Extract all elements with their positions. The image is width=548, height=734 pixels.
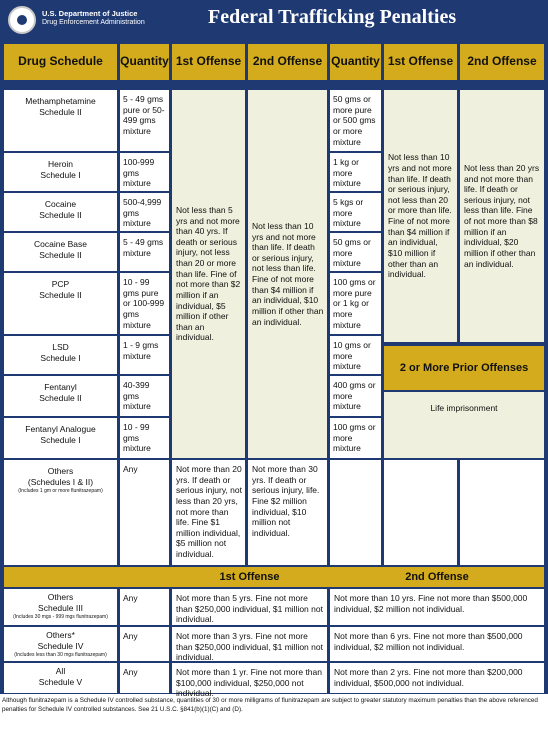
drug-name: Cocaine: [44, 199, 77, 209]
drug-schedule: Schedule III: [38, 602, 83, 613]
drug-name: Methamphetamine: [25, 96, 96, 106]
quantity-cell: 5 - 49 gms mixture: [120, 233, 169, 271]
drug-name: All: [55, 666, 66, 676]
drug-name: Others: [47, 592, 74, 602]
quantity2-cell: 50 gms or more pure or 500 gms or more mixture: [330, 90, 381, 151]
drug-schedule: Schedule II: [39, 209, 82, 220]
drug-name: Heroin: [47, 159, 74, 169]
quantity2-cell: 400 gms or more mixture: [330, 376, 381, 416]
quantity-cell: 1 - 9 gms mixture: [120, 336, 169, 374]
drug-row-schedule-v: [4, 663, 117, 693]
schedule-v-first-offense: Not more than 1 yr. Fine not more than $100,000 individual, $250,000 not individual.: [172, 663, 327, 693]
agency-line-2: Drug Enforcement Administration: [42, 19, 145, 26]
drug-row-fentanyl-analogue: [4, 418, 117, 458]
drug-schedule: Schedule II: [39, 392, 82, 403]
schedule-iv-second-offense: Not more than 6 yrs. Fine not more than $500,000 individual, $2 million not individual.: [330, 627, 544, 661]
col-header-second-offense: 2nd Offense: [248, 44, 327, 80]
drug-row-schedule-iii: [4, 589, 117, 625]
quantity2-cell: 5 kgs or more mixture: [330, 193, 381, 231]
drug-schedule: Schedule II: [39, 106, 82, 117]
drug-name: Others: [47, 466, 74, 476]
drug-row-fentanyl: [4, 376, 117, 416]
tier1-first-offense-penalty: Not less than 5 yrs and not more than 40 yrs. If death or serious injury, not less than 20 or more than life. Fine of not more than $2 million if an individual, $5 million if other than an individual.: [172, 90, 245, 458]
schedule-v-second-offense: Not more than 2 yrs. Fine not more than $200,000 individual, $500,000 not individual.: [330, 663, 544, 693]
col-header-quantity-2: Quantity: [330, 44, 381, 80]
quantity-cell: Any: [120, 460, 169, 565]
tier1-second-offense-penalty: Not less than 10 yrs and not more than life. If death or serious injury, not less than life. Fine of not more than $4 million if an individual, $10 million if other than an individual.: [248, 90, 327, 458]
quantity2-cell: 100 gms or more pure or 1 kg or more mixture: [330, 273, 381, 334]
schedule-iv-first-offense: Not more than 3 yrs. Fine not more than $250,000 individual, $1 million not individual.: [172, 627, 327, 661]
quantity2-cell: 100 gms or more mixture: [330, 418, 381, 458]
col-header-drug-schedule: Drug Schedule: [4, 44, 117, 80]
empty-cell: [330, 460, 381, 565]
drug-note: (Includes less than 30 mgs flunitrazepam): [14, 652, 107, 659]
lower-band-first-offense: 1st Offense: [172, 567, 327, 587]
lower-band-second-offense: 2nd Offense: [330, 567, 544, 587]
footnote: Although flunitrazepam is a Schedule IV controlled substance, quantities of 30 or more milligrams of flunitrazepam are subject to greater statutory maximum penalties than the above referenced penalties for Schedule IV controlled substances. See 21 U.S.C. §841(b)(1)(C) and (D).: [2, 697, 538, 714]
col-header-first-offense-2: 1st Offense: [384, 44, 457, 80]
page-title: Federal Trafficking Penalties: [208, 6, 457, 28]
quantity-cell: 10 - 99 gms pure or 100-999 gms mixture: [120, 273, 169, 334]
drug-note: (Includes 1 gm or more flunitrazepam): [18, 488, 103, 495]
two-or-more-prior-offenses-label: 2 or More Prior Offenses: [384, 346, 544, 390]
quantity-cell: 10 - 99 gms mixture: [120, 418, 169, 458]
schedule-iii-first-offense: Not more than 5 yrs. Fine not more than $250,000 individual, $1 million not individual.: [172, 589, 327, 625]
drug-schedule: Schedule I: [40, 352, 81, 363]
drug-row-others-schedule-i-ii: [4, 460, 117, 565]
tier2-first-offense-penalty: Not less than 10 yrs and not more than life. If death or serious injury, not less than 20 or more than life. Fine of not more than $4 million if an individual, $10 million if other than an individual.: [384, 90, 457, 342]
others-second-offense: Not more than 30 yrs. If death or serious injury, life. Fine $2 million individual, $10 million not individual.: [248, 460, 327, 565]
quantity-cell: 100-999 gms mixture: [120, 153, 169, 191]
empty-cell: [460, 460, 544, 565]
quantity2-cell: 10 gms or more mixture: [330, 336, 381, 374]
quantity-cell: 40-399 gms mixture: [120, 376, 169, 416]
quantity2-cell: 50 gms or more mixture: [330, 233, 381, 271]
drug-name: Cocaine Base: [34, 239, 87, 249]
drug-schedule: Schedule IV: [37, 640, 84, 651]
drug-schedule: Schedule I: [40, 169, 81, 180]
drug-row-lsd: [4, 336, 117, 374]
drug-schedule: Schedule V: [38, 676, 83, 687]
drug-name: Others*: [46, 630, 75, 640]
drug-row-methamphetamine: [4, 90, 117, 151]
dea-seal-logo: [8, 6, 36, 34]
drug-row-schedule-iv: [4, 627, 117, 661]
drug-schedule: Schedule II: [39, 249, 82, 260]
drug-name: LSD: [52, 342, 69, 352]
quantity2-cell: 1 kg or more mixture: [330, 153, 381, 191]
empty-cell: [384, 460, 457, 565]
life-imprisonment-cell: Life imprisonment: [384, 392, 544, 458]
quantity-cell: 500-4,999 gms mixture: [120, 193, 169, 231]
agency-line-1: U.S. Department of Justice: [42, 9, 138, 18]
col-header-second-offense-2: 2nd Offense: [460, 44, 544, 80]
drug-row-cocaine: [4, 193, 117, 231]
drug-name: Fentanyl: [44, 382, 77, 392]
schedule-iii-second-offense: Not more than 10 yrs. Fine not more than $500,000 individual, $2 million not individual.: [330, 589, 544, 625]
quantity-cell: Any: [120, 627, 169, 661]
quantity-cell: Any: [120, 589, 169, 625]
quantity-cell: Any: [120, 663, 169, 693]
drug-schedule: Schedule II: [39, 289, 82, 300]
col-header-quantity: Quantity: [120, 44, 169, 80]
drug-name: Fentanyl Analogue: [25, 424, 96, 434]
drug-schedule: Schedule I: [40, 434, 81, 445]
drug-name: PCP: [51, 279, 70, 289]
drug-schedule: (Schedules I & II): [27, 476, 94, 487]
drug-note: (Includes 30 mgs - 999 mgs flunitrazepam): [13, 614, 108, 621]
drug-row-heroin: [4, 153, 117, 191]
quantity-cell: 5 - 49 gms pure or 50-499 gms mixture: [120, 90, 169, 151]
col-header-first-offense: 1st Offense: [172, 44, 245, 80]
others-first-offense: Not more than 20 yrs. If death or serious injury, not less than 20 yrs, not more than life. Fine $1 million individual, $5 million not individual.: [172, 460, 245, 565]
tier2-second-offense-penalty: Not less than 20 yrs and not more than life. If death or serious injury, not less than life. Fine of not more than $8 million if an individual, $20 million if other than an individual.: [460, 90, 544, 342]
drug-row-cocaine-base: [4, 233, 117, 271]
drug-row-pcp: [4, 273, 117, 334]
